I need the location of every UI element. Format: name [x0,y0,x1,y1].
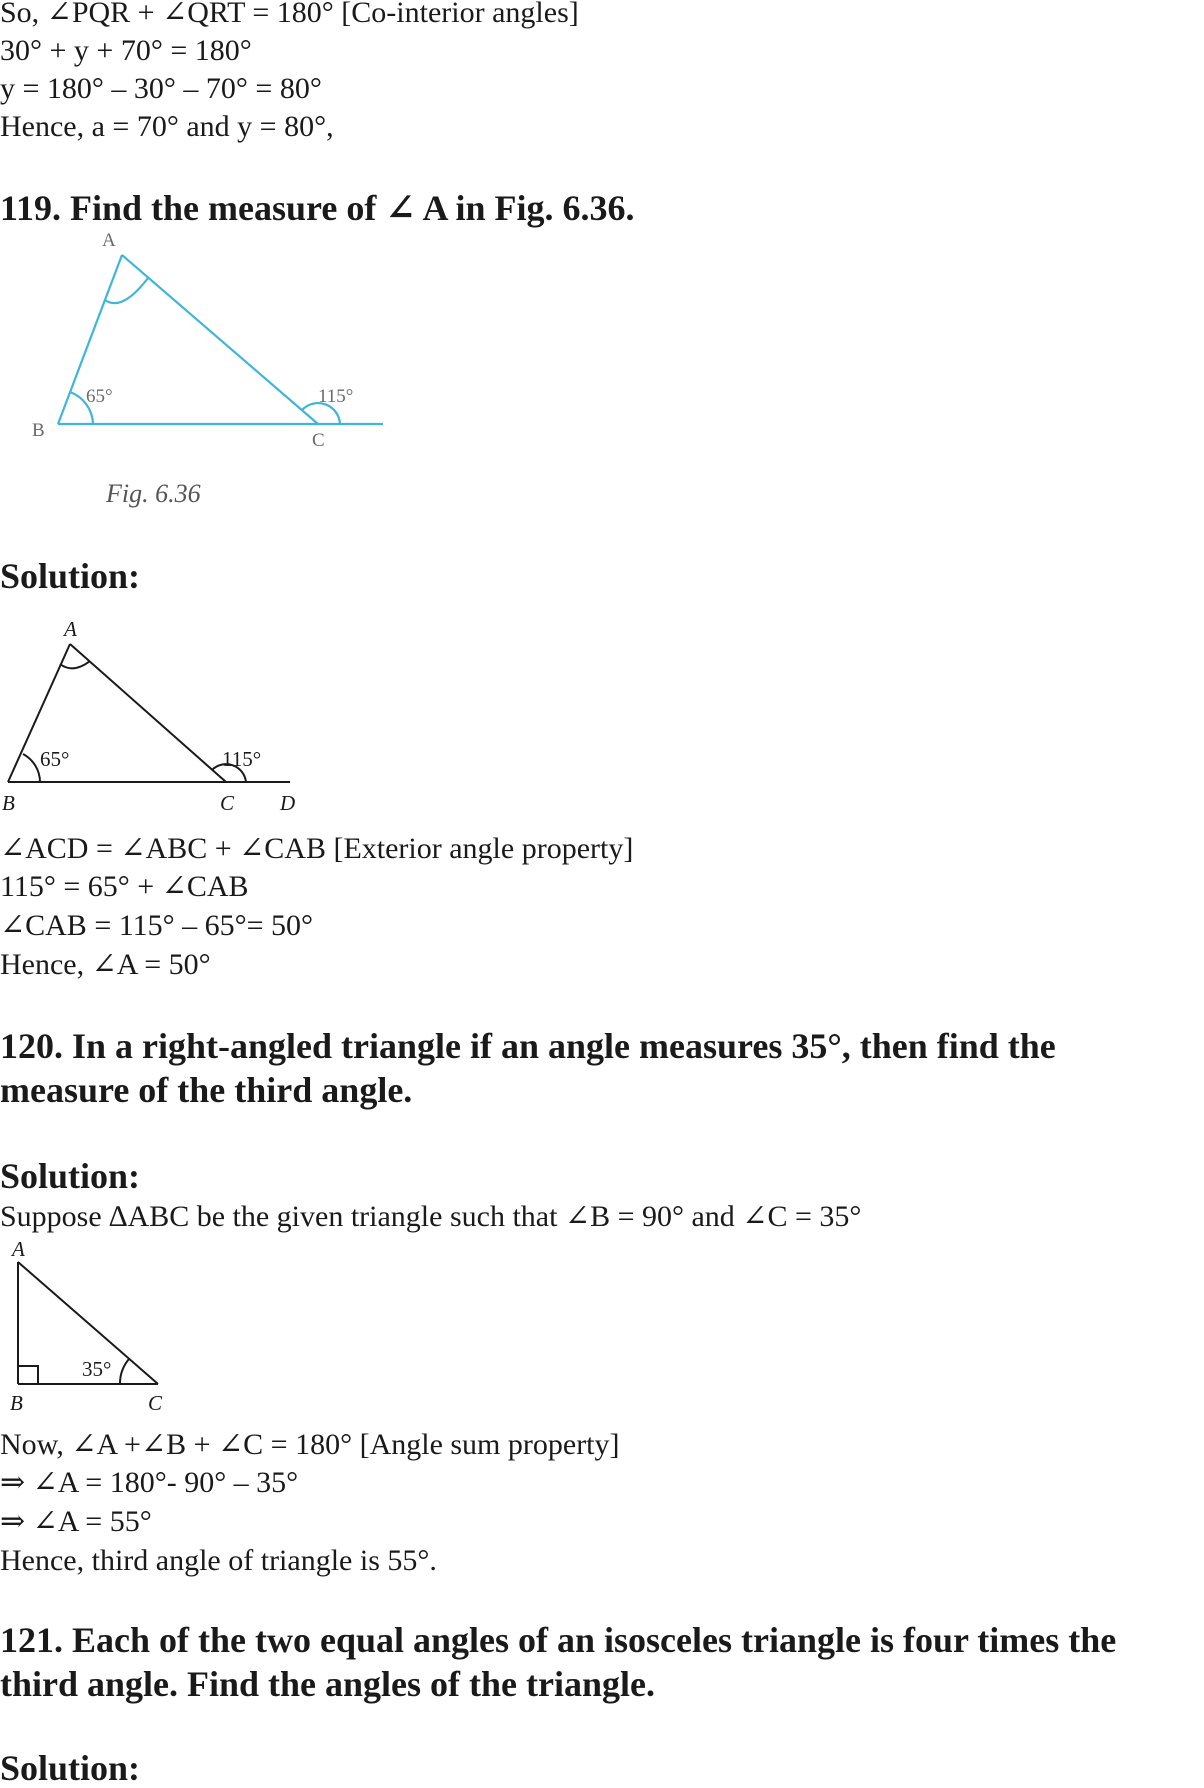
solution-line: ∠CAB = 115° – 65°= 50° [0,909,314,942]
question-title: 121. Each of the two equal angles of an isosceles triangle is four times the [0,1620,1117,1660]
question-title: 119. Find the measure of ∠ A in Fig. 6.36. [0,188,635,228]
question-title: measure of the third angle. [0,1070,413,1110]
solution-line: ⇒ ∠A = 180°- 90° – 35° [0,1466,299,1499]
text-line: So, ∠PQR + ∠QRT = 180° [Co-interior angles] [0,0,579,29]
right-angle-mark [18,1366,38,1384]
vertex-b-label: B [2,791,15,815]
vertex-c-label: C [148,1391,163,1415]
solution-line: Now, ∠A +∠B + ∠C = 180° [Angle sum property] [0,1428,620,1461]
figure-6-36 [0,230,400,510]
angle-c-label: 115° [222,747,262,771]
vertex-b-label: B [10,1391,23,1415]
figure-caption: Fig. 6.36 [106,479,201,508]
vertex-d-label: D [280,791,296,815]
solution-intro: Suppose ∆ABC be the given triangle such that ∠B = 90° and ∠C = 35° [0,1200,862,1233]
solution-line: Hence, ∠A = 50° [0,948,211,981]
text-line: Hence, a = 70° and y = 80°, [0,110,334,143]
angle-b-label: 65° [40,747,70,771]
angle-b-arc [23,754,40,782]
vertex-b-label: B [32,420,45,441]
side-ac [70,644,226,782]
solution-heading: Solution: [0,1748,141,1788]
vertex-a-label: A [64,617,77,641]
angle-c-arc [120,1359,129,1384]
solution-line: ∠ACD = ∠ABC + ∠CAB [Exterior angle property] [0,832,634,865]
vertex-a-label: A [12,1237,25,1261]
solution-line: ⇒ ∠A = 55° [0,1505,152,1538]
vertex-a-label: A [102,230,116,251]
solution-line: Hence, third angle of triangle is 55°. [0,1544,437,1577]
solution-heading: Solution: [0,556,141,596]
question-title: 120. In a right-angled triangle if an angle measures 35°, then find the [0,1026,1056,1066]
angle-c-label: 115° [318,386,354,407]
vertex-c-label: C [312,430,325,451]
angle-c-label: 35° [82,1357,112,1381]
solution-figure-120 [0,1238,200,1418]
solution-figure-119 [0,606,320,816]
text-line: 30° + y + 70° = 180° [0,34,252,67]
question-title: third angle. Find the angles of the triangle. [0,1664,655,1704]
angle-b-label: 65° [86,386,113,407]
vertex-c-label: C [220,791,235,815]
side-ac [122,255,318,424]
solution-line: 115° = 65° + ∠CAB [0,870,249,903]
solution-heading: Solution: [0,1156,141,1196]
text-line: y = 180° – 30° – 70° = 80° [0,72,322,105]
angle-a-arc [60,661,90,668]
